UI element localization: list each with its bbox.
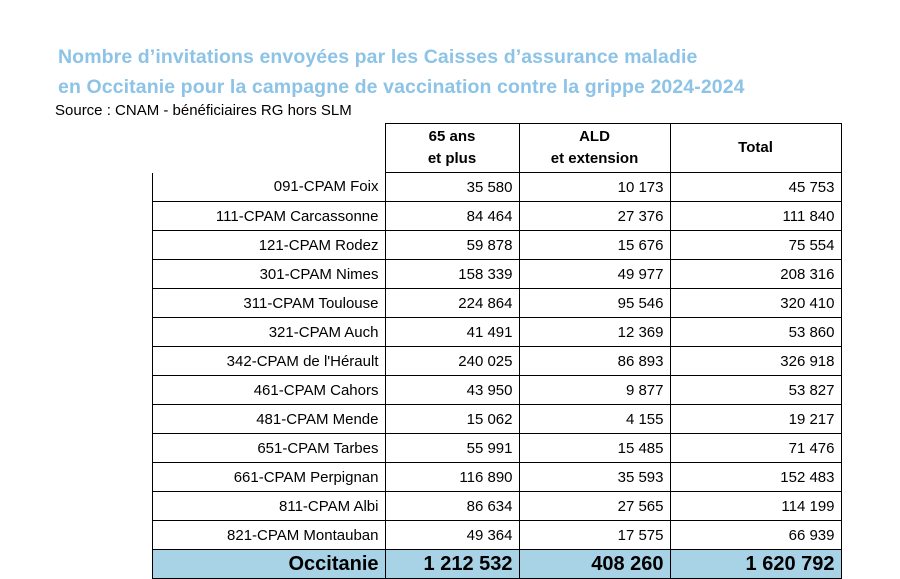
- row-name-cell: 091-CPAM Foix: [153, 173, 386, 202]
- table-row: [153, 434, 842, 463]
- row-name-cell: 111-CPAM Carcassonne: [153, 202, 386, 231]
- table-row: [153, 521, 842, 550]
- row-ald-cell: 35 593: [519, 463, 670, 492]
- row-total-cell: 53 860: [670, 318, 841, 347]
- row-total-cell: 111 840: [670, 202, 841, 231]
- row-total-cell: 114 199: [670, 492, 841, 521]
- row-total-cell: 152 483: [670, 463, 841, 492]
- row-name-cell: 121-CPAM Rodez: [153, 231, 386, 260]
- row-total-cell: 19 217: [670, 405, 841, 434]
- row-ald-cell: 27 376: [519, 202, 670, 231]
- row-name-cell: 481-CPAM Mende: [153, 405, 386, 434]
- row-ald-cell: 17 575: [519, 521, 670, 550]
- table-row: [153, 173, 842, 202]
- row-total-cell: 208 316: [670, 260, 841, 289]
- header-65-ans-line2: et plus: [427, 150, 477, 167]
- table-row: [153, 202, 842, 231]
- row-ald-cell: 15 485: [519, 434, 670, 463]
- row-ald-cell: 10 173: [519, 173, 670, 202]
- table-row: [153, 289, 842, 318]
- row-65-ans-cell: 49 364: [385, 521, 519, 550]
- row-total-cell: 326 918: [670, 347, 841, 376]
- total-row-65-ans: 1 212 532: [385, 550, 519, 579]
- header-blank-cell: [153, 124, 386, 173]
- row-ald-cell: 9 877: [519, 376, 670, 405]
- row-name-cell: 651-CPAM Tarbes: [153, 434, 386, 463]
- row-65-ans-cell: 35 580: [385, 173, 519, 202]
- total-row-total: 1 620 792: [670, 550, 841, 579]
- table-row: [153, 405, 842, 434]
- row-ald-cell: 12 369: [519, 318, 670, 347]
- table-row: [153, 492, 842, 521]
- row-name-cell: 321-CPAM Auch: [153, 318, 386, 347]
- table-row: [153, 231, 842, 260]
- header-65-ans: [385, 124, 519, 173]
- row-65-ans-cell: 55 991: [385, 434, 519, 463]
- table-row: [153, 463, 842, 492]
- row-name-cell: 821-CPAM Montauban: [153, 521, 386, 550]
- table-row: [153, 260, 842, 289]
- row-ald-cell: 27 565: [519, 492, 670, 521]
- row-65-ans-cell: 84 464: [385, 202, 519, 231]
- row-65-ans-cell: 43 950: [385, 376, 519, 405]
- page-title: [58, 42, 745, 102]
- row-ald-cell: 95 546: [519, 289, 670, 318]
- total-row-ald: 408 260: [519, 550, 670, 579]
- row-name-cell: 461-CPAM Cahors: [153, 376, 386, 405]
- title-line-2: en Occitanie pour la campagne de vaccination contre la grippe 2024-2024: [58, 76, 745, 98]
- row-65-ans-cell: 158 339: [385, 260, 519, 289]
- row-65-ans-cell: 240 025: [385, 347, 519, 376]
- row-name-cell: 301-CPAM Nimes: [153, 260, 386, 289]
- row-total-cell: 71 476: [670, 434, 841, 463]
- row-65-ans-cell: 41 491: [385, 318, 519, 347]
- table-row: [153, 318, 842, 347]
- row-ald-cell: 15 676: [519, 231, 670, 260]
- table-row: [153, 376, 842, 405]
- source-note: Source : CNAM - bénéficiaires RG hors SLM: [55, 102, 352, 119]
- row-name-cell: 342-CPAM de l'Hérault: [153, 347, 386, 376]
- row-total-cell: 45 753: [670, 173, 841, 202]
- row-total-cell: 66 939: [670, 521, 841, 550]
- header-ald-line2: et extension: [550, 150, 639, 167]
- row-ald-cell: 4 155: [519, 405, 670, 434]
- header-ald: [519, 124, 670, 173]
- row-name-cell: 661-CPAM Perpignan: [153, 463, 386, 492]
- row-name-cell: 811-CPAM Albi: [153, 492, 386, 521]
- header-ald-line1: ALD: [579, 128, 610, 145]
- row-65-ans-cell: 224 864: [385, 289, 519, 318]
- row-ald-cell: 86 893: [519, 347, 670, 376]
- header-total: Total: [670, 124, 841, 173]
- total-row: [153, 550, 842, 579]
- row-total-cell: 75 554: [670, 231, 841, 260]
- invitations-table: [152, 123, 842, 579]
- row-name-cell: 311-CPAM Toulouse: [153, 289, 386, 318]
- table-row: [153, 347, 842, 376]
- row-65-ans-cell: 86 634: [385, 492, 519, 521]
- title-line-1: Nombre d’invitations envoyées par les Caisses d’assurance maladie: [58, 46, 698, 68]
- header-65-ans-line1: 65 ans: [428, 128, 476, 145]
- row-total-cell: 320 410: [670, 289, 841, 318]
- total-row-name: Occitanie: [153, 550, 386, 579]
- row-65-ans-cell: 15 062: [385, 405, 519, 434]
- row-total-cell: 53 827: [670, 376, 841, 405]
- table-body: [153, 173, 842, 550]
- row-65-ans-cell: 116 890: [385, 463, 519, 492]
- row-ald-cell: 49 977: [519, 260, 670, 289]
- row-65-ans-cell: 59 878: [385, 231, 519, 260]
- table-header-row: [153, 124, 842, 173]
